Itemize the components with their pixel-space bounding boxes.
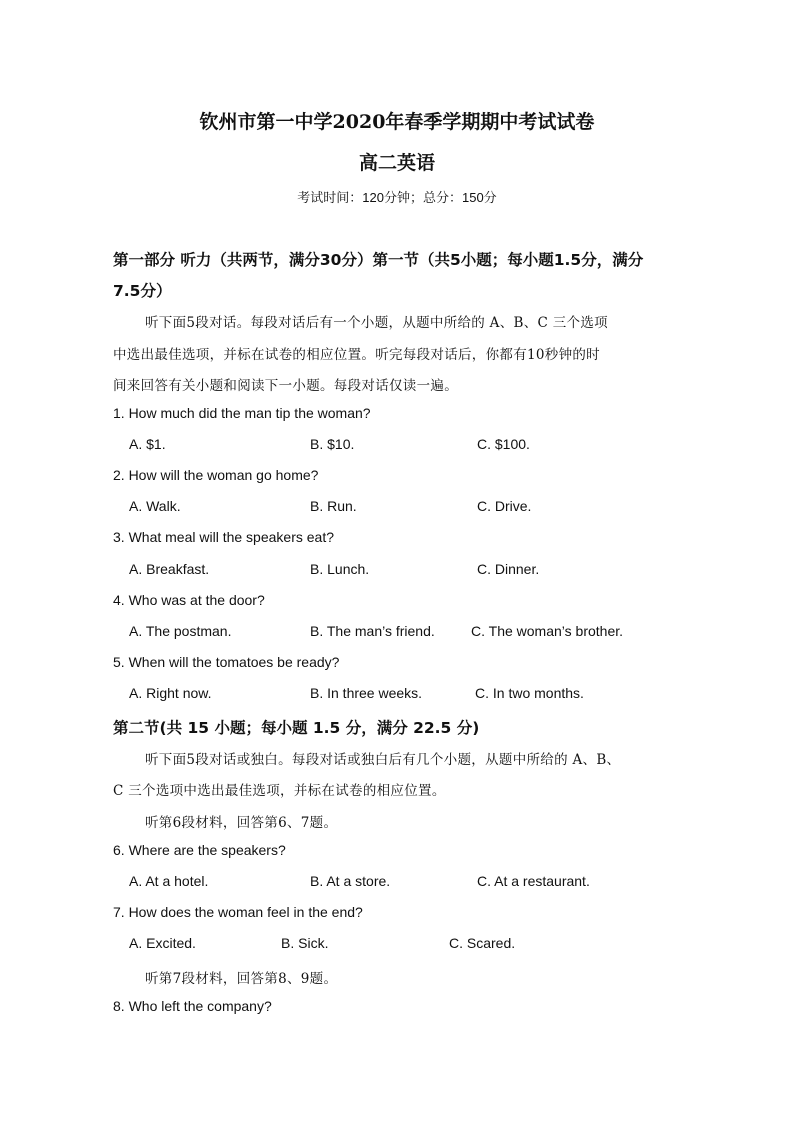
- part1-intro-line: 中选出最佳选项，并标在试卷的相应位置。听完每段对话后，你都有10秒钟的时: [113, 347, 600, 363]
- part2-intro-line: C 三个选项中选出最佳选项，并标在试卷的相应位置。: [113, 783, 446, 799]
- question-8: 8. Who left the company?: [113, 998, 272, 1014]
- option-c: C. Drive.: [477, 498, 532, 514]
- option-c: C. In two months.: [475, 685, 584, 701]
- option-b: B. Sick.: [281, 935, 329, 951]
- part1-heading: 第一部分 听力（共两节，满分30分）第一节（共5小题；每小题1.5分，满分: [113, 251, 644, 269]
- option-c: C. Dinner.: [477, 561, 540, 577]
- option-a: A. Right now.: [129, 685, 212, 701]
- option-c: C. At a restaurant.: [477, 873, 590, 889]
- option-b: B. Run.: [310, 498, 357, 514]
- option-c: C. The woman’s brother.: [471, 623, 624, 639]
- part2-intro-line: 听下面5段对话或独白。每段对话或独白后有几个小题，从题中所给的 A、B、: [145, 752, 621, 768]
- question-2: 2. How will the woman go home?: [113, 467, 319, 483]
- option-c: C. $100.: [477, 436, 530, 452]
- question-7: 7. How does the woman feel in the end?: [113, 904, 363, 920]
- option-a: A. Breakfast.: [129, 561, 210, 577]
- part1-intro-line: 听下面5段对话。每段对话后有一个小题，从题中所给的 A、B、C 三个选项: [145, 315, 608, 331]
- question-4: 4. Who was at the door?: [113, 592, 265, 608]
- part2-heading: 第二节(共 15 小题；每小题 1.5 分，满分 22.5 分): [113, 719, 480, 737]
- option-b: B. $10.: [310, 436, 355, 452]
- option-b: B. At a store.: [310, 873, 391, 889]
- option-a: A. Walk.: [129, 498, 181, 514]
- option-a: A. Excited.: [129, 935, 196, 951]
- question-6: 6. Where are the speakers?: [113, 842, 286, 858]
- material-7-instruction: 听第7段材料，回答第8、9题。: [145, 971, 338, 987]
- option-a: A. At a hotel.: [129, 873, 209, 889]
- exam-info: 考试时间：120分钟；总分：150分: [297, 190, 497, 205]
- option-b: B. Lunch.: [310, 561, 370, 577]
- exam-subtitle: 高二英语: [358, 152, 435, 174]
- question-3: 3. What meal will the speakers eat?: [113, 529, 334, 545]
- part1-heading-cont: 7.5分）: [113, 282, 172, 300]
- exam-title: 钦州市第一中学2020年春季学期期中考试试卷: [199, 111, 595, 133]
- option-b: B. In three weeks.: [310, 685, 423, 701]
- option-b: B. The man’s friend.: [310, 623, 435, 639]
- option-a: A. The postman.: [129, 623, 232, 639]
- material-6-instruction: 听第6段材料，回答第6、7题。: [145, 815, 338, 831]
- question-1: 1. How much did the man tip the woman?: [113, 405, 371, 421]
- option-a: A. $1.: [129, 436, 166, 452]
- part1-intro-line: 间来回答有关小题和阅读下一小题。每段对话仅读一遍。: [113, 378, 458, 394]
- option-c: C. Scared.: [449, 935, 516, 951]
- question-5: 5. When will the tomatoes be ready?: [113, 654, 340, 670]
